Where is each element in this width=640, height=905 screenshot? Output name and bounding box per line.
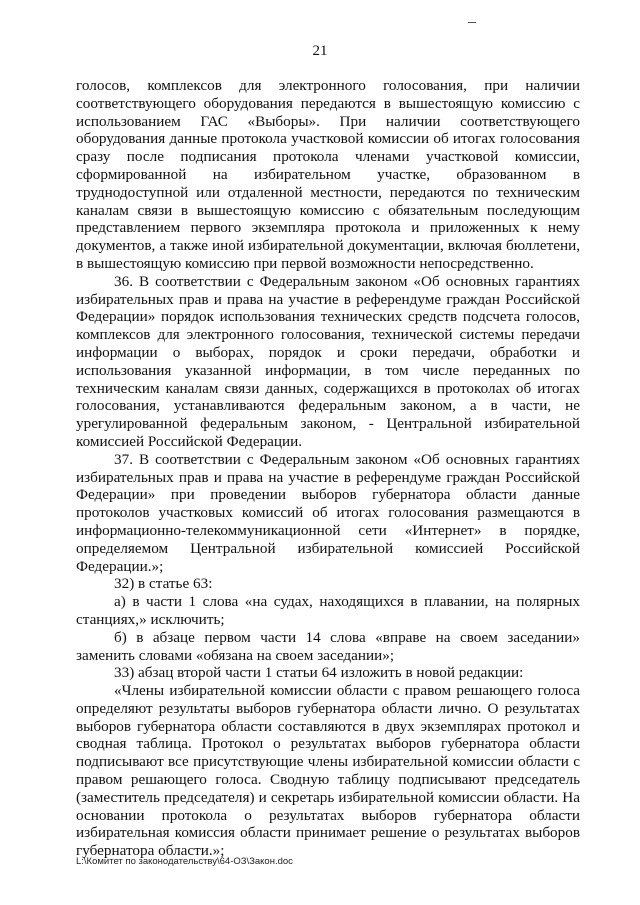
paragraph-continuation: голосов, комплексов для электронного голосования, при наличии соответствующего оборудования передаются в вышестоящую комиссию с использованием ГАС «Выборы». При наличии соответствующего оборудования данные протокола участковой комиссии об итогах голосования сразу после подписания протокола членами участковой комиссии, сформированной на избирательном участке, образованном в труднодоступной или отдаленной местности, передаются по техническим каналам связи в вышестоящую комиссию с обязательным последующим представлением первого экземпляра протокола и приложенных к нему документов, а также иной избирательной документации, включая бюллетени, в вышестоящую комиссию при первой возможности непосредственно. bbox=[76, 77, 580, 272]
paragraph-item-36: 36. В соответствии с Федеральным законом «Об основных гарантиях избирательных прав и права на участие в референдуме граждан Российской Федерации» порядок использования технических средств подсчета голосов, комплексов для электронного голосования, технической системы передачи информации о выборах, порядок и сроки передачи, обработки и использования указанной информации, в том числе переданных по техническим каналам связи данных, содержащихся в протоколах об итогах голосования, устанавливаются федеральным законом, а в части, не урегулированной федеральным законом, - Центральной избирательной комиссией Российской Федерации. bbox=[76, 272, 580, 450]
paragraph-item-33: 33) абзац второй части 1 статьи 64 изложить в новой редакции: bbox=[114, 664, 524, 682]
footer-file-path: L:\Комитет по законодательству\64-ОЗ\Закон.doc bbox=[76, 856, 293, 867]
document-body bbox=[76, 77, 580, 860]
paragraph-item-37: 37. В соответствии с Федеральным законом «Об основных гарантиях избирательных прав и права на участие в референдуме граждан Российской Федерации» при проведении выборов губернатора области данные протоколов участковых комиссий об итогах голосования размещаются в информационно-телекоммуникационной сети «Интернет» в порядке, определяемом Центральной избирательной комиссией Российской Федерации.»; bbox=[76, 450, 580, 575]
scan-artifact bbox=[468, 22, 476, 23]
page-number: 21 bbox=[312, 43, 328, 59]
paragraph-item-32b: б) в абзаце первом части 14 слова «вправе на своем заседании» заменить словами «обязана на своем заседании»; bbox=[76, 628, 580, 664]
paragraph-item-32: 32) в статье 63: bbox=[114, 575, 213, 593]
paragraph-quoted-amendment: «Члены избирательной комиссии области с правом решающего голоса определяют результаты выборов губернатора области лично. О результатах выборов губернатора области составляются в двух экземплярах протокол и сводная таблица. Протокол о результатах выборов губернатора области подписывают все присутствующие члены избирательной комиссии области с правом решающего голоса. Сводную таблицу подписывают председатель (заместитель председателя) и секретарь избирательной комиссии области. На основании протокола о результатах выборов губернатора области избирательная комиссия области принимает решение о результатах выборов губернатора области.»; bbox=[76, 682, 580, 860]
paragraph-item-32a: а) в части 1 слова «на судах, находящихся в плавании, на полярных станциях,» исключить; bbox=[76, 593, 580, 628]
